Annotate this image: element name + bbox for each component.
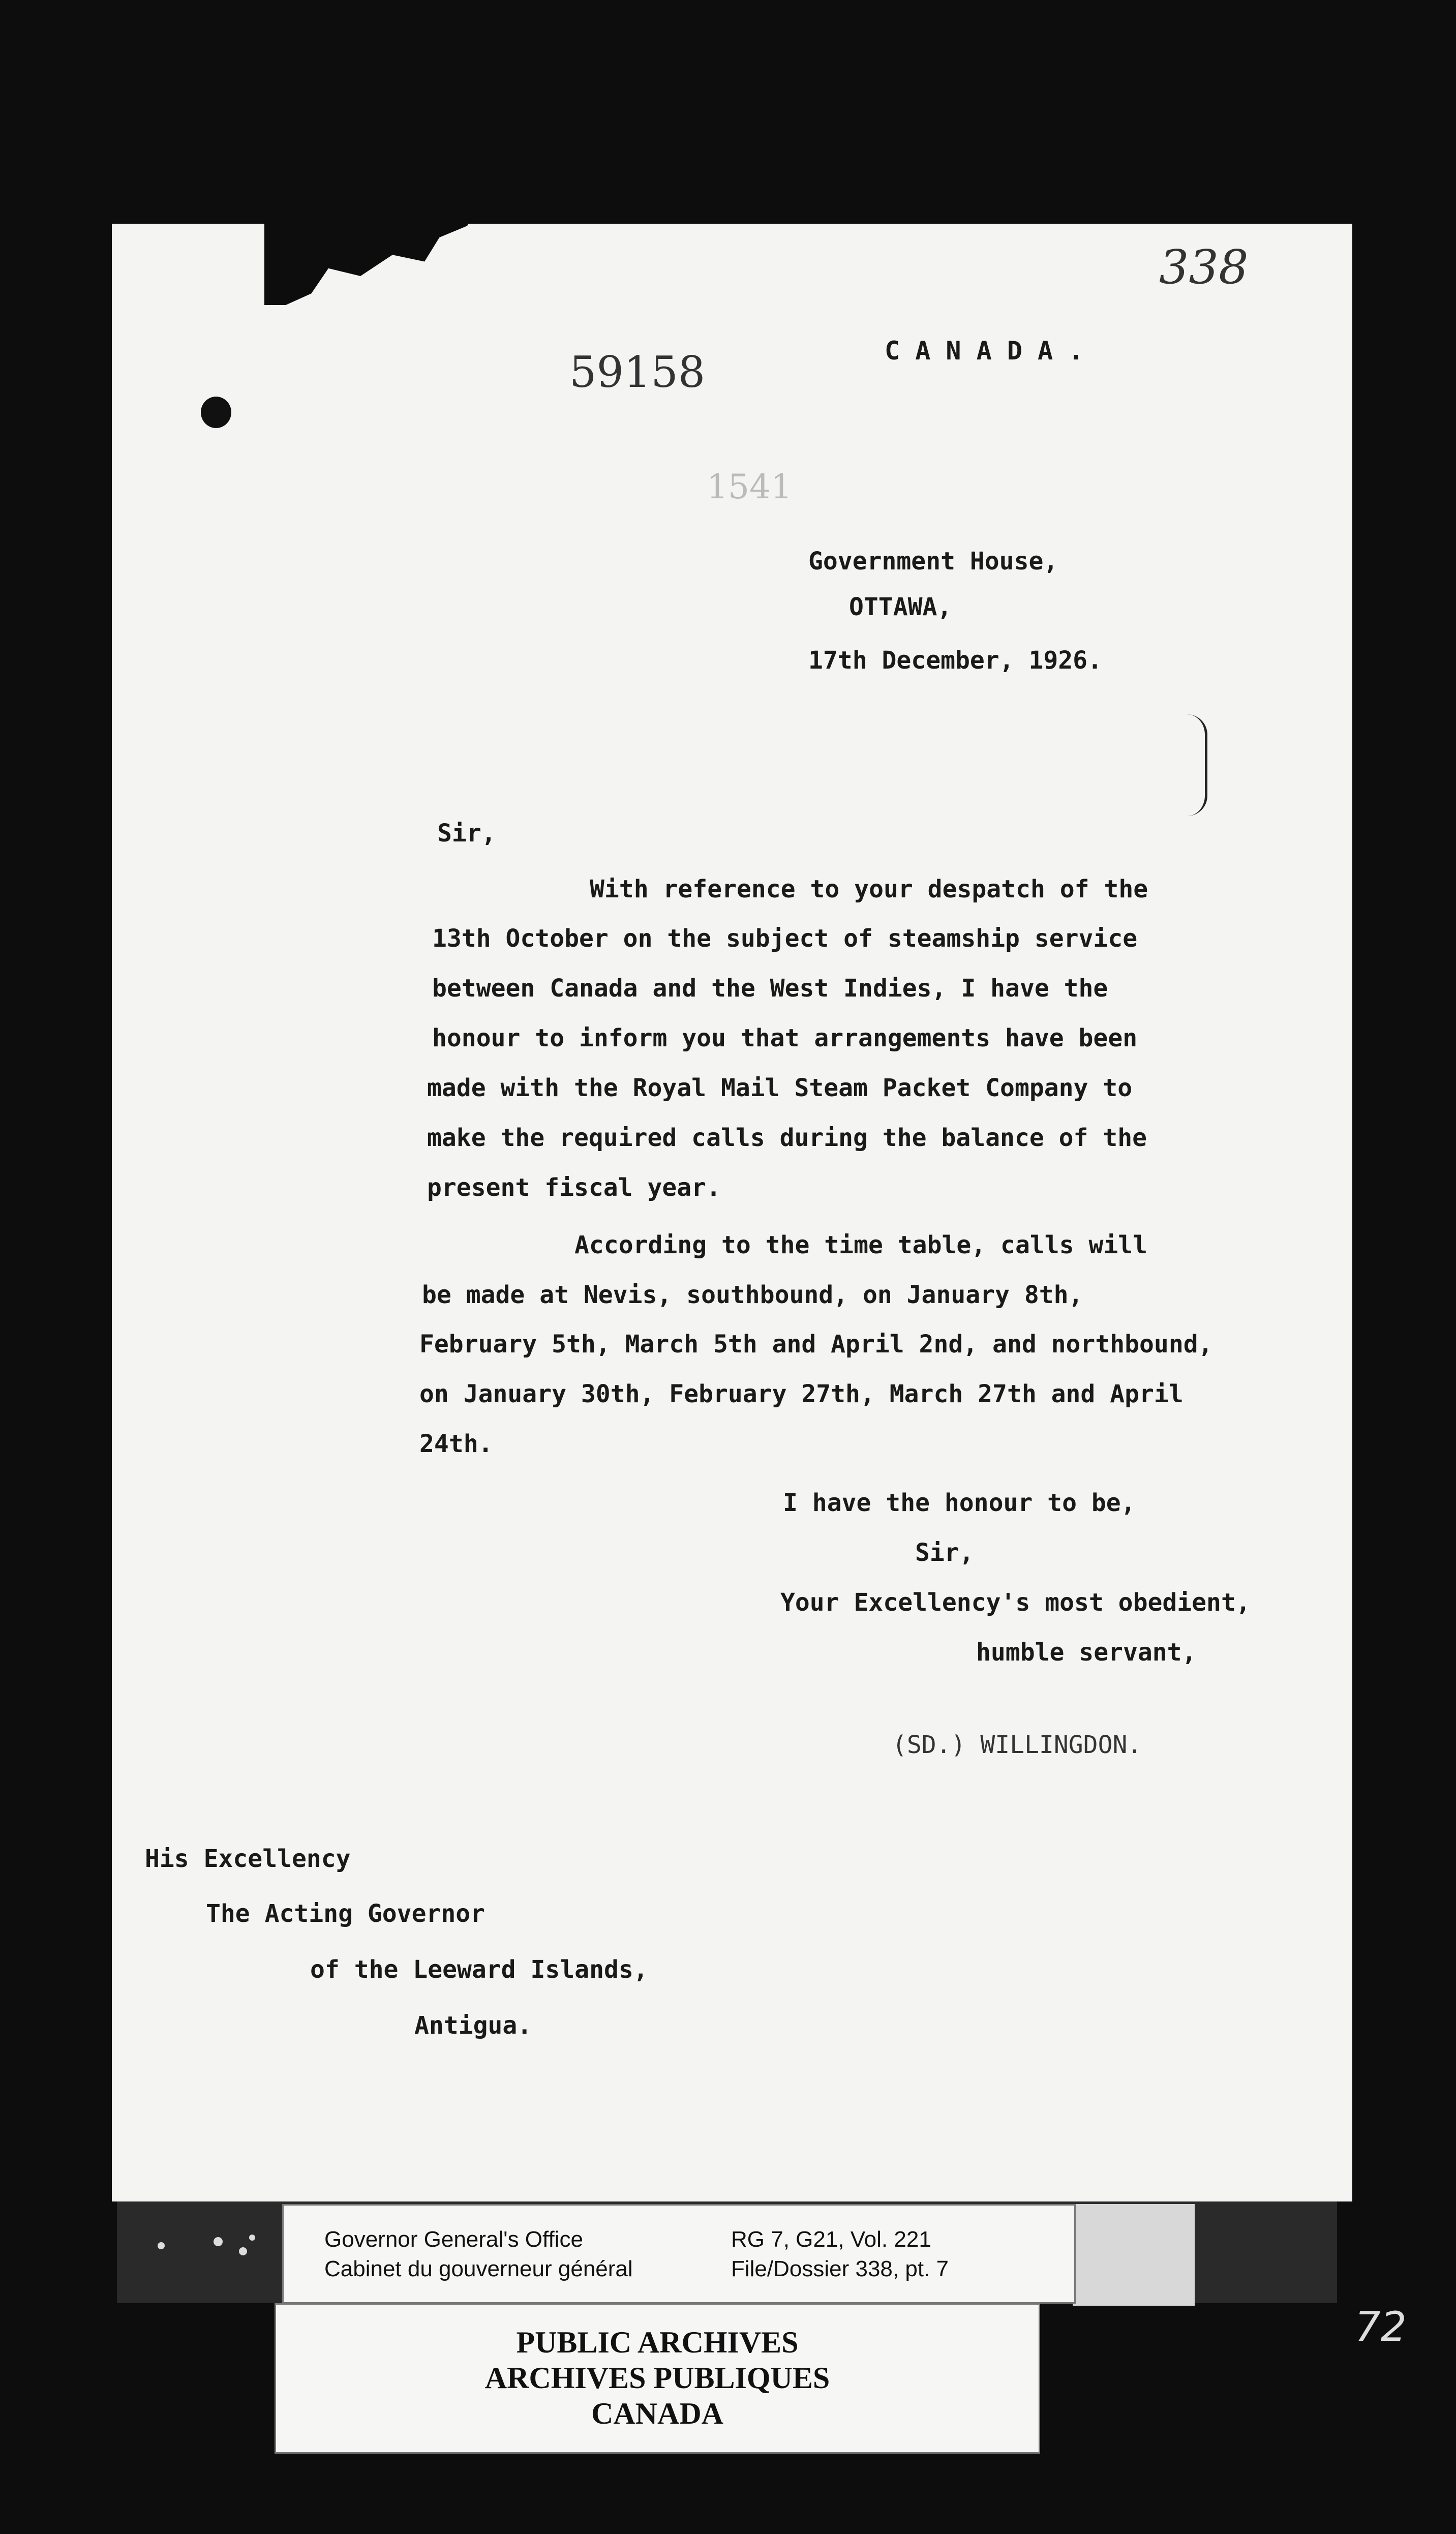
folio-number: 338: [1159, 240, 1249, 294]
file-number: 59158: [569, 347, 706, 397]
office-name-en: Governor General's Office: [324, 2227, 583, 2252]
closing-line: humble servant,: [976, 1638, 1197, 1667]
recipient-line: of the Leeward Islands,: [310, 1955, 648, 1984]
country-heading: C A N A D A .: [885, 336, 1084, 366]
body-line: on January 30th, February 27th, March 27th and April: [419, 1380, 1184, 1408]
record-group: RG 7, G21, Vol. 221: [731, 2227, 931, 2252]
film-specks: [153, 2232, 264, 2268]
body-line: 13th October on the subject of steamship service: [432, 924, 1138, 953]
address-line: Government House,: [808, 547, 1058, 576]
archives-line: ARCHIVES PUBLIQUES: [484, 2361, 830, 2395]
address-date: 17th December, 1926.: [808, 646, 1102, 675]
body-line: present fiscal year.: [427, 1173, 721, 1202]
address-line: OTTAWA,: [849, 593, 952, 621]
signature: (SD.) WILLINGDON.: [892, 1731, 1142, 1759]
film-edge: [1073, 2204, 1195, 2306]
body-line: between Canada and the West Indies, I have the: [432, 974, 1108, 1003]
body-line: With reference to your despatch of the: [590, 875, 1148, 903]
archives-line: PUBLIC ARCHIVES: [516, 2326, 799, 2359]
closing-line: I have the honour to be,: [783, 1489, 1136, 1517]
body-line: honour to inform you that arrangements have been: [432, 1024, 1138, 1052]
salutation: Sir,: [437, 819, 496, 848]
punch-hole: [201, 397, 231, 428]
closing-line: Your Excellency's most obedient,: [780, 1588, 1251, 1617]
recipient-line: Antigua.: [414, 2011, 532, 2040]
handwritten-bracket: [1182, 714, 1207, 816]
recipient-line: His Excellency: [145, 1845, 351, 1873]
file-reference: File/Dossier 338, pt. 7: [731, 2256, 949, 2281]
body-line: make the required calls during the balance of the: [427, 1124, 1147, 1152]
office-name-fr: Cabinet du gouverneur général: [324, 2256, 633, 2281]
body-line: made with the Royal Mail Steam Packet Company to: [427, 1074, 1133, 1102]
recipient-line: The Acting Governor: [206, 1899, 486, 1928]
archives-stamp: [275, 2303, 1040, 2454]
frame-number: 72: [1355, 2303, 1407, 2350]
body-line: 24th.: [419, 1430, 493, 1458]
faint-stamp: 1541: [707, 467, 792, 506]
body-line: February 5th, March 5th and April 2nd, and northbound,: [419, 1330, 1213, 1359]
body-line: According to the time table, calls will: [574, 1231, 1148, 1259]
body-line: be made at Nevis, southbound, on January 8th,: [422, 1281, 1083, 1309]
closing-line: Sir,: [915, 1538, 974, 1567]
archive-label: [282, 2204, 1076, 2304]
archives-line: CANADA: [591, 2397, 723, 2430]
